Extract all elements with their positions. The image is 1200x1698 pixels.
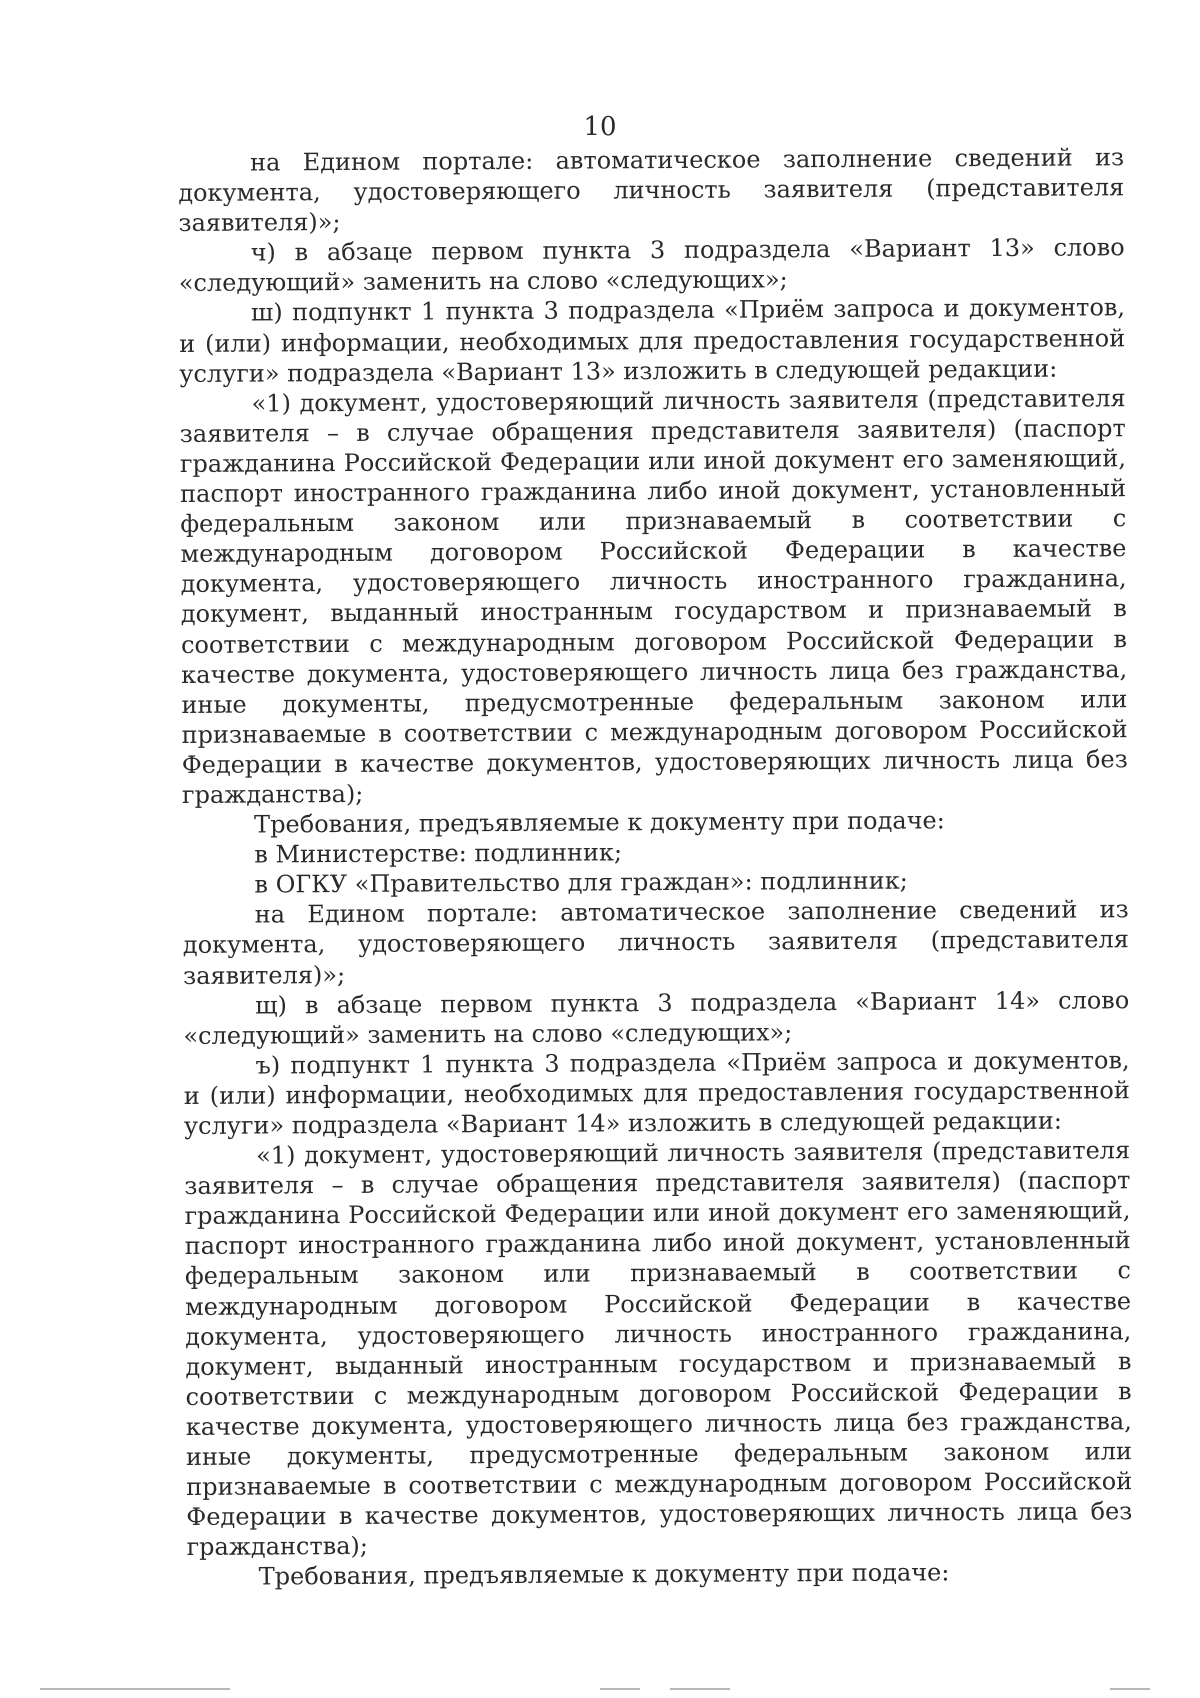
paragraph-subitem-1-variant-14: «1) документ, удостоверяющий личность заявителя (представителя заявителя – в случае обращения представителя заявителя) (паспорт гражданина Российской Федерации или иной документ его заменяющий, паспорт иностранного гражданина либо иной документ, установленный федеральным законом или признаваемый в соответствии с международным договором Российской Федерации в качестве документа, удостоверяющего личность иностранного гражданина, документ, выданный иностранным государством и признаваемый в соответствии с международным договором Российской Федерации в качестве документа, удостоверяющего личность лица без гражданства, иные документы, предусмотренные федеральным законом или признаваемые в соответствии с международным договором Российской Федерации в качестве документов, удостоверяющих личность лица без гражданства);: [184, 1136, 1133, 1562]
paragraph-requirements-2: Требования, предъявляемые к документу при подаче:: [258, 1558, 950, 1591]
paragraph-requirements-1: Требования, предъявляемые к документу при подаче:: [254, 806, 945, 839]
paragraph-portal-autofill-1: на Едином портале: автоматическое заполнение сведений из документа, удостоверяющего личность заявителя (представителя заявителя)»;: [178, 143, 1125, 238]
paragraph-ogku: в ОГКУ «Правительство для граждан»: подлинник;: [254, 866, 908, 899]
scan-edge-mark: [600, 1688, 640, 1690]
paragraph-item-hard-sign: ъ) подпункт 1 пункта 3 подраздела «Приём запроса и документов, и (или) информации, необходимых для предоставления государственной услуги» подраздела «Вариант 14» изложить в следующей редакции:: [183, 1046, 1130, 1140]
paragraph-item-shch: щ) в абзаце первом пункта 3 подраздела «Вариант 14» слово «следующий» заменить на слово «следующих»;: [183, 985, 1130, 1050]
paragraph-subitem-1-variant-13: «1) документ, удостоверяющий личность заявителя (представителя заявителя – в случае обращения представителя заявителя) (паспорт гражданина Российской Федерации или иной документ его заменяющий, паспорт иностранного гражданина либо иной документ, установленный федеральным законом или признаваемый в соответствии с международным договором Российской Федерации в качестве документа, удостоверяющего личность иностранного гражданина, документ, выданный иностранным государством и признаваемый в соответствии с международным договором Российской Федерации в качестве документа, удостоверяющего личность лица без гражданства, иные документы, предусмотренные федеральным законом или признаваемые в соответствии с международным договором Российской Федерации в качестве документов, удостоверяющих личность лица без гражданства);: [179, 383, 1128, 809]
paragraph-portal-autofill-2: на Едином портале: автоматическое заполнение сведений из документа, удостоверяющего личность заявителя (представителя заявителя)»;: [182, 895, 1129, 990]
page-number: 10: [583, 112, 617, 142]
scan-edge-mark: [1110, 1688, 1150, 1690]
document-body: [178, 142, 1133, 1592]
paragraph-item-sh: ш) подпункт 1 пункта 3 подраздела «Приём запроса и документов, и (или) информации, необходимых для предоставления государственной услуги» подраздела «Вариант 13» изложить в следующей редакции:: [179, 293, 1126, 388]
scan-edge-mark: [670, 1688, 730, 1690]
paragraph-item-ch: ч) в абзаце первом пункта 3 подраздела «Вариант 13» слово «следующий» заменить на слово «следующих»;: [178, 233, 1125, 298]
scan-edge-mark: [40, 1688, 230, 1690]
paragraph-ministry: в Министерстве: подлинник;: [254, 838, 623, 869]
